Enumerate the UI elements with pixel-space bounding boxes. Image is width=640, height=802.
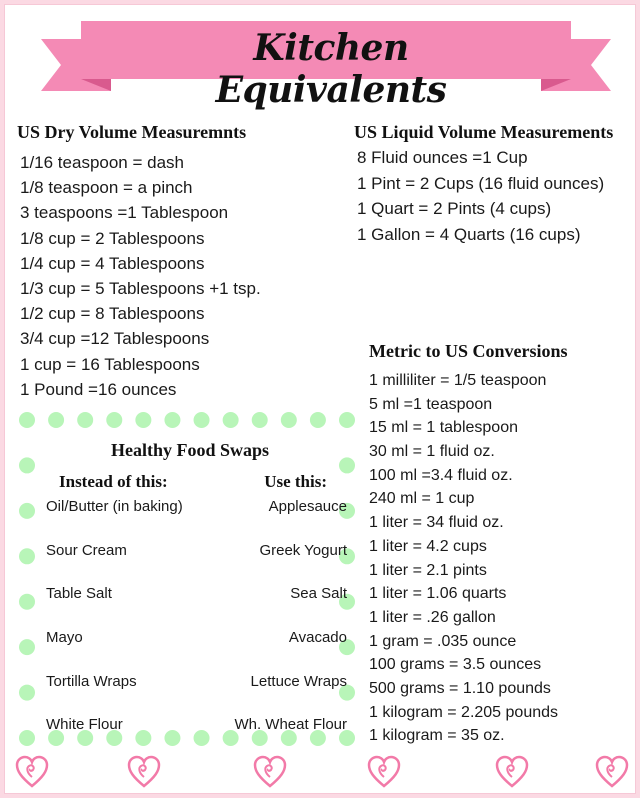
metric-heading: Metric to US Conversions bbox=[369, 341, 568, 361]
dry-item: 1/8 cup = 2 Tablespoons bbox=[20, 228, 205, 248]
instead-item: Table Salt bbox=[46, 585, 112, 603]
green-dot-icon bbox=[194, 412, 210, 428]
green-dot-icon bbox=[19, 412, 35, 428]
metric-item: 1 liter = .26 gallon bbox=[369, 608, 496, 626]
green-dot-icon bbox=[194, 730, 210, 746]
dry-item: 1/8 teaspoon = a pinch bbox=[20, 178, 193, 198]
use-item: Applesauce bbox=[268, 498, 347, 515]
dry-item: 1 Pound =16 ounces bbox=[20, 379, 177, 399]
metric-item: 500 grams = 1.10 pounds bbox=[369, 679, 551, 697]
hearts-row bbox=[5, 755, 637, 795]
heart-icon bbox=[595, 755, 629, 794]
green-dot-icon bbox=[164, 412, 180, 428]
heart-icon bbox=[127, 755, 161, 794]
liquid-item: 1 Gallon = 4 Quarts (16 cups) bbox=[357, 224, 581, 244]
dry-item: 1/3 cup = 5 Tablespoons +1 tsp. bbox=[20, 278, 261, 298]
green-dot-icon bbox=[19, 639, 35, 655]
green-dot-icon bbox=[19, 548, 35, 564]
liquid-heading: US Liquid Volume Measurements bbox=[354, 122, 614, 142]
green-dot-icon bbox=[252, 412, 268, 428]
page-title: Kitchen Equivalents bbox=[215, 27, 447, 111]
use-item: Sea Salt bbox=[290, 585, 347, 603]
dry-list bbox=[20, 150, 261, 402]
heart-icon bbox=[15, 755, 49, 794]
dry-item: 1/4 cup = 4 Tablespoons bbox=[20, 253, 205, 273]
use-item: Wh. Wheat Flour bbox=[234, 716, 347, 734]
green-dot-icon bbox=[19, 594, 35, 610]
metric-item: 1 kilogram = 2.205 pounds bbox=[369, 703, 559, 721]
use-item: Greek Yogurt bbox=[259, 541, 347, 559]
use-list bbox=[234, 497, 347, 759]
healthy-swaps-box bbox=[15, 410, 365, 750]
use-item: Lettuce Wraps bbox=[250, 672, 347, 690]
green-dot-icon bbox=[19, 685, 35, 701]
use-item: Avacado bbox=[288, 629, 347, 647]
green-dot-icon bbox=[281, 412, 297, 428]
heart-icon bbox=[253, 755, 287, 794]
metric-list bbox=[369, 369, 558, 748]
metric-item: 240 ml = 1 cup bbox=[369, 490, 475, 508]
metric-item: 1 liter = 2.1 pints bbox=[369, 561, 487, 579]
instead-item: White Flour bbox=[46, 716, 123, 734]
instead-item: Oil/Butter (in baking) bbox=[46, 498, 183, 515]
dry-item: 1/16 teaspoon = dash bbox=[20, 153, 184, 172]
metric-item: 1 gram = .035 ounce bbox=[369, 632, 517, 650]
recipe-card bbox=[4, 4, 636, 794]
metric-item: 1 milliliter = 1/5 teaspoon bbox=[369, 372, 547, 389]
green-dot-icon bbox=[135, 412, 151, 428]
instead-item: Tortilla Wraps bbox=[46, 672, 137, 690]
instead-item: Sour Cream bbox=[46, 541, 127, 559]
metric-item: 5 ml =1 teaspoon bbox=[369, 395, 493, 413]
heart-icon bbox=[367, 755, 401, 794]
metric-item: 1 liter = 34 fluid oz. bbox=[369, 514, 504, 532]
title-banner bbox=[41, 15, 611, 111]
liquid-item: 8 Fluid ounces =1 Cup bbox=[357, 148, 528, 167]
instead-item: Mayo bbox=[46, 629, 83, 647]
metric-item: 100 ml =3.4 fluid oz. bbox=[369, 466, 513, 484]
green-dot-icon bbox=[19, 503, 35, 519]
green-dot-icon bbox=[19, 730, 35, 746]
metric-item: 15 ml = 1 tablespoon bbox=[369, 419, 518, 437]
liquid-list bbox=[357, 145, 604, 247]
green-dot-icon bbox=[223, 412, 239, 428]
green-dot-icon bbox=[106, 412, 122, 428]
green-dot-icon bbox=[339, 412, 355, 428]
dry-item: 3/4 cup =12 Tablespoons bbox=[20, 329, 210, 349]
dry-item: 3 teaspoons =1 Tablespoon bbox=[20, 203, 229, 223]
instead-heading: Instead of this: bbox=[59, 472, 168, 491]
green-dot-icon bbox=[310, 412, 326, 428]
metric-item: 1 liter = 1.06 quarts bbox=[369, 585, 507, 603]
liquid-item: 1 Pint = 2 Cups (16 fluid ounces) bbox=[357, 173, 605, 193]
dry-item: 1 cup = 16 Tablespoons bbox=[20, 354, 200, 374]
instead-list bbox=[46, 497, 183, 759]
liquid-item: 1 Quart = 2 Pints (4 cups) bbox=[357, 199, 552, 218]
metric-item: 30 ml = 1 fluid oz. bbox=[369, 443, 495, 461]
swaps-heading: Healthy Food Swaps bbox=[110, 440, 270, 460]
heart-icon bbox=[495, 755, 529, 794]
metric-item: 1 liter = 4.2 cups bbox=[369, 537, 487, 555]
dry-item: 1/2 cup = 8 Tablespoons bbox=[20, 304, 205, 324]
metric-item: 100 grams = 3.5 ounces bbox=[369, 656, 542, 674]
use-heading: Use this: bbox=[264, 472, 327, 491]
green-dot-icon bbox=[77, 412, 93, 428]
metric-item: 1 kilogram = 35 oz. bbox=[369, 727, 505, 745]
green-dot-icon bbox=[48, 412, 64, 428]
dry-heading: US Dry Volume Measuremnts bbox=[17, 122, 247, 142]
